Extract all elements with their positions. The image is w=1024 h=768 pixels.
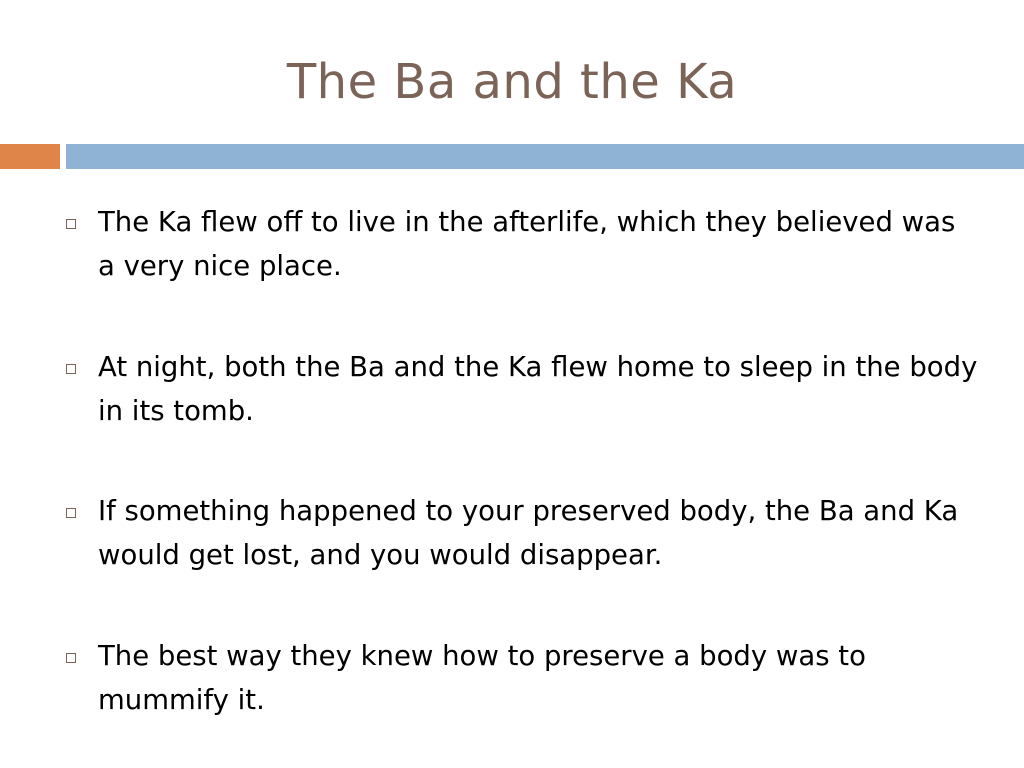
bullet-text: The Ka flew off to live in the afterlife, which they believed was a very nice place. <box>98 206 956 282</box>
square-bullet-icon <box>66 653 76 663</box>
bullet-text: If something happened to your preserved body, the Ba and Ka would get lost, and you would disappear. <box>98 495 959 571</box>
title-rule-bar <box>66 144 1024 169</box>
bullet-text: At night, both the Ba and the Ka flew home to sleep in the body in its tomb. <box>98 351 978 427</box>
title-rule-accent <box>0 144 60 169</box>
square-bullet-icon <box>66 364 76 374</box>
square-bullet-icon <box>66 219 76 229</box>
slide-title: The Ba and the Ka <box>286 54 738 110</box>
square-bullet-icon <box>66 508 76 518</box>
bullet-text: The best way they knew how to preserve a body was to mummify it. <box>98 640 866 716</box>
